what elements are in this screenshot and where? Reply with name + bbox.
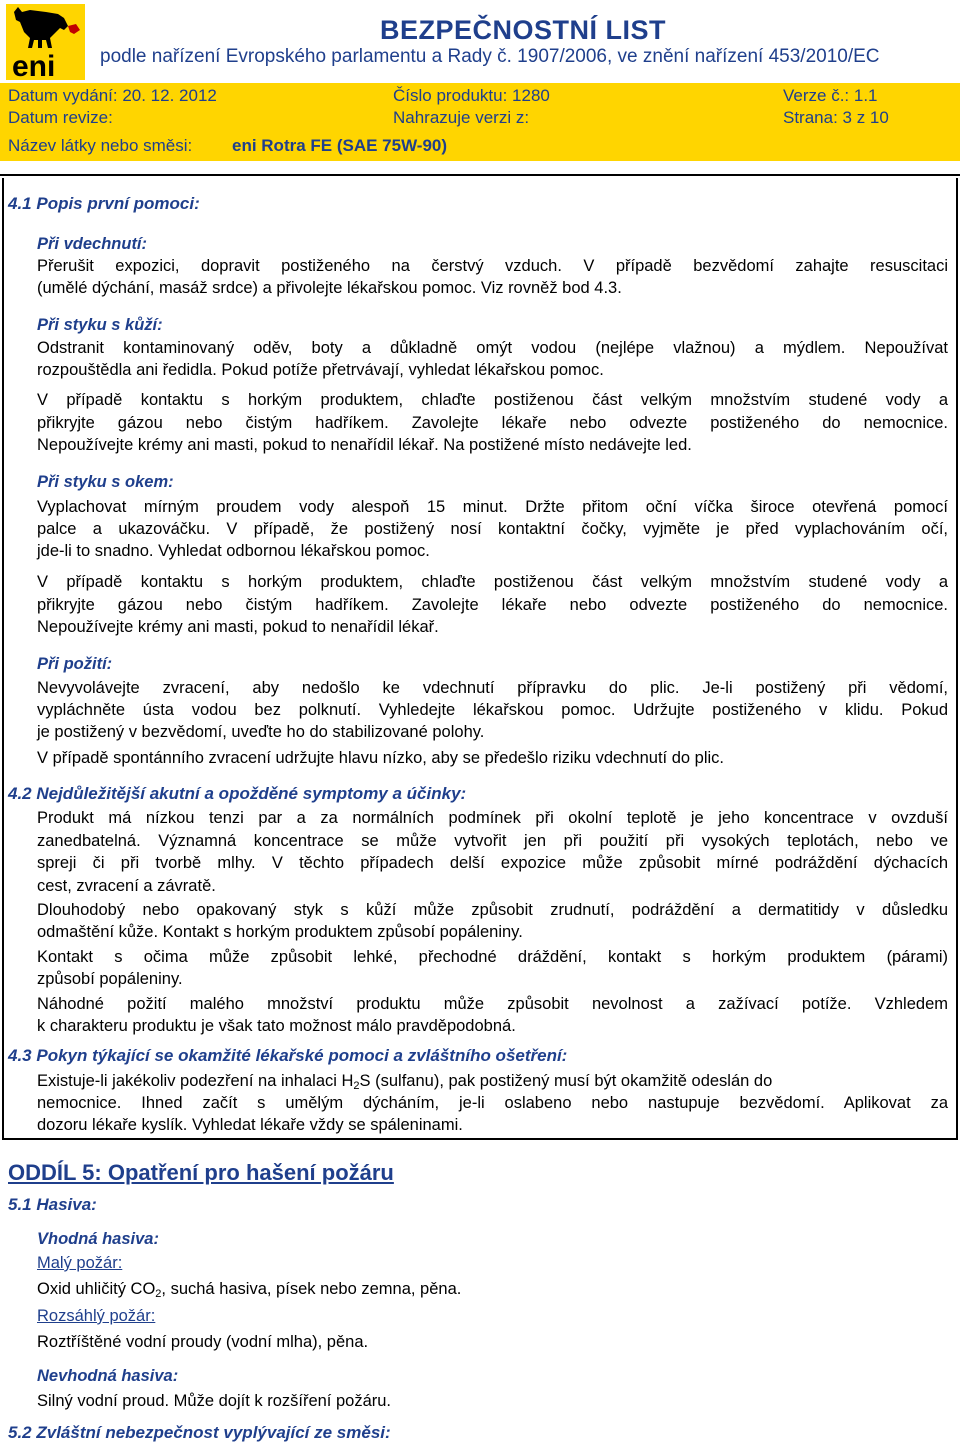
- page-number: Strana: 3 z 10: [783, 108, 889, 127]
- skin-line-2: rozpouštědla ani ředidla. Pokud potíže přetrvávají, vyhledat lékařskou pomoc.: [37, 361, 604, 379]
- replaces-version: Nahrazuje verzi z:: [393, 108, 530, 127]
- heading-4-3: 4.3 Pokyn týkající se okamžité lékařské pomoci a zvláštního ošetření:: [8, 1046, 568, 1065]
- eni-logo: [6, 4, 85, 80]
- six-legged-dog-icon: [6, 4, 85, 80]
- symptoms-line-4: cest, zvracení a závratě.: [37, 877, 216, 895]
- label-inhalation: Při vdechnutí:: [37, 235, 148, 253]
- substance-name: eni Rotra FE (SAE 75W-90): [232, 136, 448, 155]
- inhalation-line-1: Přerušit expozici, dopravit postiženého na čerstvý vzduch. V případě bezvědomí zahajte resuscitaci: [37, 257, 948, 275]
- product-number: Číslo produktu: 1280: [393, 86, 550, 105]
- medical-line-3: dozoru lékaře kyslík. Vyhledat lékaře vždy se spáleninami.: [37, 1116, 463, 1134]
- label-unsuitable-media: Nevhodná hasiva:: [37, 1367, 179, 1385]
- document-title: BEZPEČNOSTNÍ LIST: [380, 15, 667, 45]
- heading-4-1: 4.1 Popis první pomoci:: [8, 194, 200, 213]
- eye-line-5: přikryjte gázou nebo čistým hadříkem. Zavolejte lékaře nebo odvezte postiženého do nemocnice.: [37, 596, 948, 614]
- skin-line-1: Odstranit kontaminovaný oděv, boty a důkladně omýt vodou (nejlépe vlažnou) a mýdlem. Nepoužívat: [37, 339, 948, 357]
- label-large-fire: Rozsáhlý požár:: [37, 1307, 156, 1325]
- eye-line-4: V případě kontaktu s horkým produktem, chlaďte postiženou část velkým množstvím studené vody a: [37, 573, 948, 591]
- ingestion-line-1: Nevyvolávejte zvracení, aby nedošlo ke vdechnutí přípravku do plic. Je-li postižený při vědomí,: [37, 679, 948, 697]
- label-ingestion: Při požití:: [37, 655, 113, 673]
- substance-label: Název látky nebo směsi:: [8, 136, 193, 155]
- symptoms-line-8: způsobí popáleniny.: [37, 970, 183, 988]
- symptoms-line-10: k charakteru produktu je však tato možnost málo pravděpodobná.: [37, 1017, 516, 1035]
- document-subtitle: podle nařízení Evropského parlamentu a Rady č. 1907/2006, ve znění nařízení 453/2010/EC: [100, 46, 880, 67]
- ingestion-line-3: je postižený v bezvědomí, uveďte ho do stabilizované polohy.: [37, 723, 485, 741]
- label-eye: Při styku s okem:: [37, 473, 174, 491]
- skin-line-4: přikryjte gázou nebo čistým hadříkem. Zavolejte lékaře nebo odvezte postiženého do nemocnice.: [37, 414, 948, 432]
- issue-date: Datum vydání: 20. 12. 2012: [8, 86, 217, 105]
- heading-section-5: ODDÍL 5: Opatření pro hašení požáru: [8, 1160, 394, 1185]
- ingestion-line-2: vypláchněte ústa vodou bez polknutí. Vyhledejte lékařskou pomoc. Udržujte postiženého v klidu. Pokud: [37, 701, 948, 719]
- eye-line-6: Nepoužívejte krémy ani masti, pokud to nenařídil lékař.: [37, 618, 439, 636]
- revision-date: Datum revize:: [8, 108, 113, 127]
- eye-line-3: jde-li to snadno. Vyhledat odbornou lékařskou pomoc.: [37, 542, 430, 560]
- medical-line-2: nemocnice. Ihned začít s umělým dýcháním, je-li oslabeno nebo nastupuje bezvědomí. Aplikovat za: [37, 1094, 948, 1112]
- symptoms-line-3: spreji či při tvorbě mlhy. V těchto případech delší expozice může způsobit mírné podráždění dýchacích: [37, 854, 948, 872]
- svg-text:eni: eni: [12, 50, 56, 80]
- medical-line-1-text: Existuje-li jakékoliv podezření na inhalaci $H_2S$ (sulfanu), pak postižený musí být okamžitě odeslán do: [37, 1072, 773, 1092]
- skin-line-3: V případě kontaktu s horkým produktem, chlaďte postiženou část velkým množstvím studené vody a: [37, 391, 948, 409]
- symptoms-line-9: Náhodné požití malého množství produktu může způsobit nevolnost a zažívací potíže. Vzhledem: [37, 995, 948, 1013]
- label-skin: Při styku s kůží:: [37, 316, 163, 334]
- eye-line-1: Vyplachovat mírným proudem vody alespoň 15 minut. Držte přitom oční víčka široce otevřená pomocí: [37, 498, 948, 516]
- heading-4-2: 4.2 Nejdůležitější akutní a opožděné symptomy a účinky:: [8, 784, 467, 803]
- unsuitable-media-text: Silný vodní proud. Může dojít k rozšíření požáru.: [37, 1392, 392, 1410]
- small-fire-text: Oxid uhličitý $CO_2$, suchá hasiva, písek nebo zemna, pěna.: [37, 1280, 462, 1300]
- symptoms-line-2: zanedbatelná. Významná koncentrace se může vytvořit jen při použití při vysokých teplotách, nebo ve: [37, 832, 948, 850]
- symptoms-line-7: Kontakt s očima může způsobit lehké, přechodné dráždění, kontakt s horkým produktem (párami): [37, 948, 948, 966]
- heading-5-1: 5.1 Hasiva:: [8, 1195, 97, 1214]
- label-suitable-media: Vhodná hasiva:: [37, 1230, 159, 1248]
- document-body: [0, 174, 960, 1452]
- inhalation-line-2: (umělé dýchání, masáž srdce) a přivolejte lékařskou pomoc. Viz rovněž bod 4.3.: [37, 279, 622, 297]
- document-header: [0, 0, 960, 163]
- label-small-fire: Malý požár:: [37, 1254, 123, 1272]
- skin-line-5: Nepoužívejte krémy ani masti, pokud to nenařídil lékař. Na postižené místo nedávejte led.: [37, 436, 692, 454]
- symptoms-line-1: Produkt má nízkou tenzi par a za normálních podmínek při okolní teplotě je jeho koncentrace v ovzduší: [37, 809, 948, 827]
- symptoms-line-6: odmaštění kůže. Kontakt s horkým produktem způsobí popáleniny.: [37, 923, 523, 941]
- ingestion-line-4: V případě spontánního zvracení udržujte hlavu nízko, aby se předešlo riziku vdechnutí do plic.: [37, 749, 724, 767]
- symptoms-line-5: Dlouhodobý nebo opakovaný styk s kůží může způsobit zrudnutí, podráždění a dermatitidy v důsledku: [37, 901, 948, 919]
- large-fire-text: Roztříštěné vodní proudy (vodní mlha), pěna.: [37, 1333, 369, 1351]
- eye-line-2: palce a ukazováčku. V případě, že postižený nosí kontaktní čočky, vyjměte je před vyplachováním očí,: [37, 520, 948, 538]
- heading-5-2: 5.2 Zvláštní nebezpečnost vyplývající ze směsi:: [8, 1423, 391, 1442]
- version: Verze č.: 1.1: [783, 86, 878, 105]
